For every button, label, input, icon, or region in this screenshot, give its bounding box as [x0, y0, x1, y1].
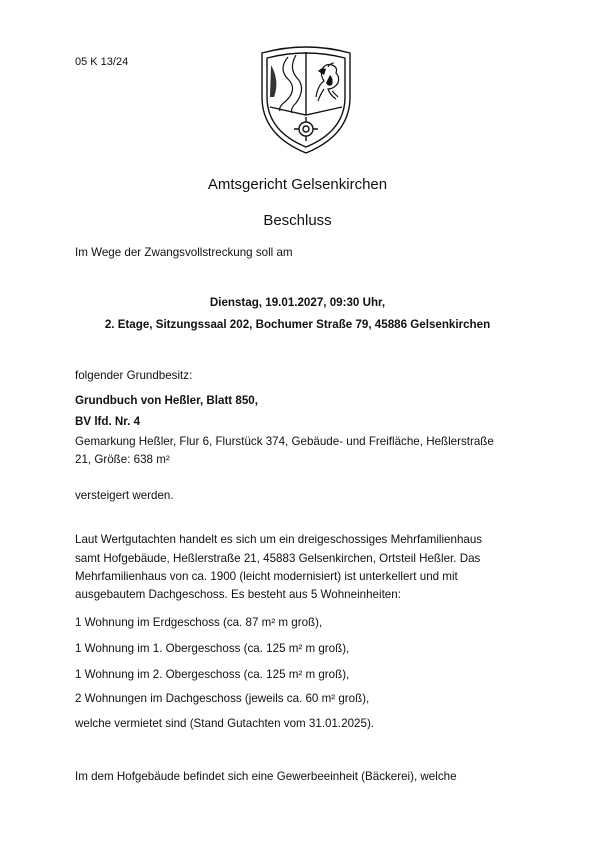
unit-list-item: 1 Wohnung im 2. Obergeschoss (ca. 125 m² m groß),: [75, 668, 350, 681]
register-line-1: Grundbuch von Heßler, Blatt 850,: [75, 394, 258, 407]
unit-list-item: 1 Wohnung im Erdgeschoss (ca. 87 m² m groß),: [75, 616, 323, 629]
coat-of-arms-icon: [258, 45, 354, 157]
register-description-2: 21, Größe: 638 m²: [75, 453, 170, 466]
appraisal-line: samt Hofgebäude, Heßlerstraße 21, 45883 Gelsenkirchen, Ortsteil Heßler. Das: [75, 552, 481, 565]
property-label: folgender Grundbesitz:: [75, 369, 193, 382]
auction-note: versteigert werden.: [75, 489, 174, 502]
decision-heading: Beschluss: [263, 212, 332, 229]
court-name: Amtsgericht Gelsenkirchen: [207, 176, 388, 193]
unit-list-item: 1 Wohnung im 1. Obergeschoss (ca. 125 m² m groß),: [75, 642, 350, 655]
register-line-2: BV lfd. Nr. 4: [75, 415, 141, 428]
unit-list-item: welche vermietet sind (Stand Gutachten vom 31.01.2025).: [75, 717, 375, 730]
appointment-location: 2. Etage, Sitzungssaal 202, Bochumer Straße 79, 45886 Gelsenkirchen: [104, 318, 491, 331]
appraisal-line: ausgebautem Dachgeschoss. Es besteht aus 5 Wohneinheiten:: [75, 588, 401, 601]
unit-list-item: 2 Wohnungen im Dachgeschoss (jeweils ca. 60 m² groß),: [75, 692, 370, 705]
case-number: 05 K 13/24: [75, 56, 129, 68]
appraisal-line: Mehrfamilienhaus von ca. 1900 (leicht modernisiert) ist unterkellert und mit: [75, 570, 458, 583]
appointment-date-time: Dienstag, 19.01.2027, 09:30 Uhr,: [209, 296, 386, 309]
commercial-note: Im dem Hofgebäude befindet sich eine Gewerbeeinheit (Bäckerei), welche: [75, 770, 457, 783]
appraisal-line: Laut Wertgutachten handelt es sich um ein dreigeschossiges Mehrfamilienhaus: [75, 533, 483, 546]
register-description-1: Gemarkung Heßler, Flur 6, Flurstück 374, Gebäude- und Freifläche, Heßlerstraße: [75, 435, 494, 448]
intro-text: Im Wege der Zwangsvollstreckung soll am: [75, 246, 293, 259]
